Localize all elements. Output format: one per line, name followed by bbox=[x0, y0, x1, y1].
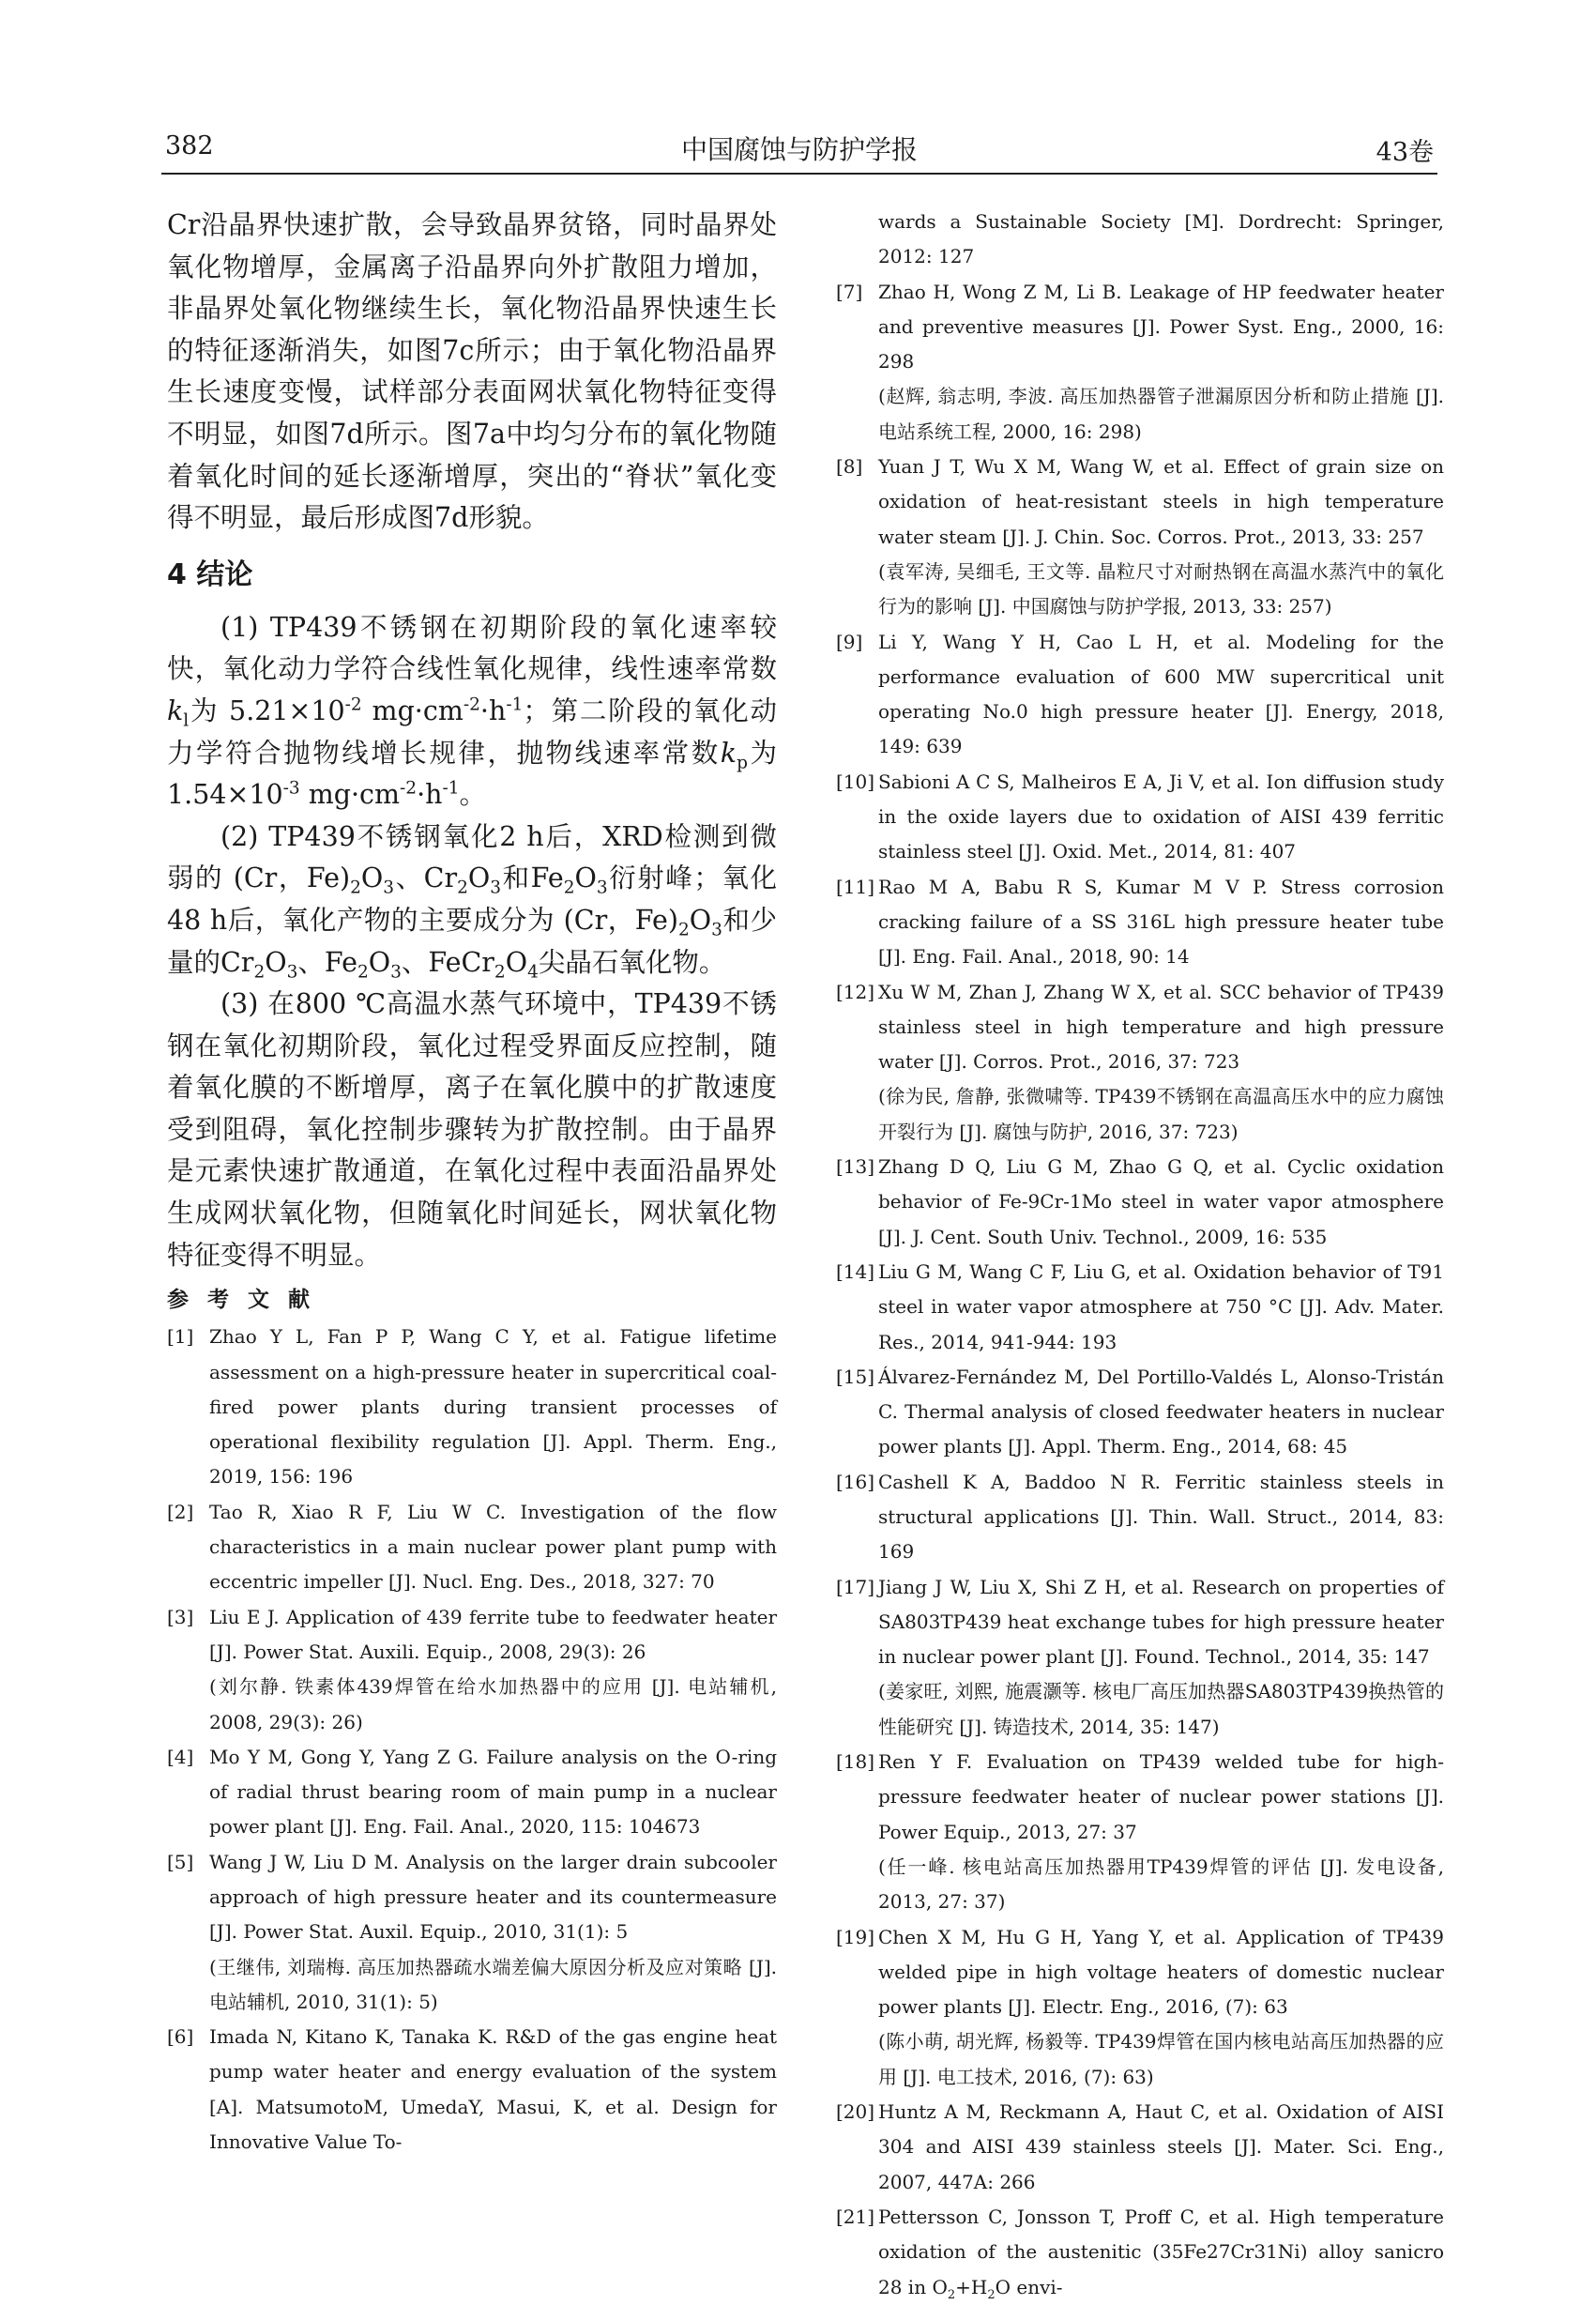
reference-item: [1] Zhao Y L, Fan P P, Wang C Y, et al. Fatigue lifetime assessment on a high-pressure heater in supercritical coal-fired power plants during transient processes of operational flexibility regulation [J]. Appl. Therm. Eng., 2019, 156: 196 bbox=[167, 1325, 777, 1488]
reference-list-right bbox=[836, 275, 1444, 2305]
reference-item: [6] Imada N, Kitano K, Tanaka K. R&D of the gas engine heat pump water heater and energy evaluation of the system [A]. MatsumotoM, UmedaY, Masui, K, et al. Design for Innovative Value To- bbox=[167, 2025, 777, 2154]
page-header bbox=[161, 128, 1437, 175]
right-column bbox=[836, 205, 1444, 2305]
reference-item: [14] Liu G M, Wang C F, Liu G, et al. Oxidation behavior of T91 steel in water vapor atmosphere at 750 °C [J]. Adv. Mater. Res., 2014, 941-944: 193 bbox=[836, 1259, 1444, 1353]
reference-item: [4] Mo Y M, Gong Y, Yang Z G. Failure analysis on the O-ring of radial thrust bearing room of main pump in a nuclear power plant [J]. Eng. Fail. Anal., 2020, 115: 104673 bbox=[167, 1745, 777, 1839]
reference-item: [2] Tao R, Xiao R F, Liu W C. Investigation of the flow characteristics in a main nuclear power plant pump with eccentric impeller [J]. Nucl. Eng. Des., 2018, 327: 70 bbox=[167, 1500, 777, 1594]
reference-continuation: wards a Sustainable Society [M]. Dordrecht: Springer, 2012: 127 bbox=[878, 210, 1444, 268]
volume-label: 43卷 bbox=[1376, 138, 1434, 167]
reference-item: [18] Ren Y F. Evaluation on TP439 welded tube for high-pressure feedwater heater of nuclear power stations [J]. Power Equip., 2013, 27: 37 (任一峰. 核电站高压加热器用TP439焊管的评估 [J]. 发电设备, 2013, 27: 37) bbox=[836, 1750, 1444, 1914]
conclusion-2: (2) TP439不锈钢氧化2 h后，XRD检测到微弱的 (Cr，$Fe)_2O_3$、$Cr_2O_3$和$Fe_2O_3$衍射峰；氧化48 h后，氧化产物的主要成分为 (Cr，$Fe)_2O_3$和少量的$Cr_2O_3$、$Fe_2O_3$、$FeCr_2O_4$尖晶石氧化物。 bbox=[167, 820, 777, 983]
reference-item: [20] Huntz A M, Reckmann A, Haut C, et al. Oxidation of AISI 304 and AISI 439 stainless steels [J]. Mater. Sci. Eng., 2007, 447A: 266 bbox=[836, 2100, 1444, 2193]
page-number: 382 bbox=[165, 131, 214, 160]
left-column bbox=[167, 205, 777, 2160]
reference-item: [19] Chen X M, Hu G H, Yang Y, et al. Application of TP439 welded pipe in high voltage heaters of domestic nuclear power plants [J]. Electr. Eng., 2016, (7): 63 (陈小萌, 胡光辉, 杨毅等. TP439焊管在国内核电站高压加热器的应用 [J]. 电工技术, 2016, (7): 63) bbox=[836, 1925, 1444, 2088]
reference-item: [13] Zhang D Q, Liu G M, Zhao G Q, et al. Cyclic oxidation behavior of Fe-9Cr-1Mo steel in water vapor atmosphere [J]. J. Cent. South Univ. Technol., 2009, 16: 535 bbox=[836, 1155, 1444, 1248]
conclusion-1: (1) TP439不锈钢在初期阶段的氧化速率较快，氧化动力学符合线性氧化规律，线性速率常数$k_l$为 $5.21\times 10^{-2}$ $mg\cdot cm^{-2}\cdot h^{-1}$；第二阶段的氧化动力学符合抛物线增长规律，抛物线速率常数$k_p$为$1.54\times 10^{-3}$ $mg\cdot cm^{-2}\cdot h^{-1}$。 bbox=[167, 611, 777, 811]
body-paragraph: Cr沿晶界快速扩散，会导致晶界贫铬，同时晶界处氧化物增厚，金属离子沿晶界向外扩散阻力增加，非晶界处氧化物继续生长，氧化物沿晶界快速生长的特征逐渐消失，如图7c所示；由于氧化物沿晶界生长速度变慢，试样部分表面网状氧化物特征变得不明显，如图7d所示。图7a中均匀分布的氧化物随着氧化时间的延长逐渐增厚，突出的“脊状”氧化变得不明显，最后形成图7d形貌。 bbox=[167, 209, 777, 534]
reference-item: [7] Zhao H, Wong Z M, Li B. Leakage of HP feedwater heater and preventive measures [J]. Power Syst. Eng., 2000, 16: 298 (赵辉, 翁志明, 李波. 高压加热器管子泄漏原因分析和防止措施 [J]. 电站系统工程, 2000, 16: 298) bbox=[836, 280, 1444, 443]
journal-title: 中国腐蚀与防护学报 bbox=[680, 134, 918, 165]
reference-item: [15] Álvarez-Fernández M, Del Portillo-Valdés L, Alonso-Tristán C. Thermal analysis of closed feedwater heaters in nuclear power plants [J]. Appl. Therm. Eng., 2014, 68: 45 bbox=[836, 1365, 1444, 1458]
reference-item: [17] Jiang J W, Liu X, Shi Z H, et al. Research on properties of SA803TP439 heat exchange tubes for high pressure heater in nuclear power plant [J]. Found. Technol., 2014, 35: 147 (姜家旺, 刘熙, 施震灏等. 核电厂高压加热器SA803TP439换热管的性能研究 [J]. 铸造技术, 2014, 35: 147) bbox=[836, 1575, 1444, 1738]
reference-list-left bbox=[167, 1320, 777, 2160]
reference-item: [16] Cashell K A, Baddoo N R. Ferritic stainless steels in structural applications [J]. Thin. Wall. Struct., 2014, 83: 169 bbox=[836, 1470, 1444, 1564]
reference-item: [12] Xu W M, Zhan J, Zhang W X, et al. SCC behavior of TP439 stainless steel in high temperature and high pressure water [J]. Corros. Prot., 2016, 37: 723 (徐为民, 詹静, 张微啸等. TP439不锈钢在高温高压水中的应力腐蚀开裂行为 [J]. 腐蚀与防护, 2016, 37: 723) bbox=[836, 980, 1444, 1143]
reference-item: [21] Pettersson C, Jonsson T, Proff C, et al. High temperature oxidation of the austenitic (35Fe27Cr31Ni) alloy sanicro 28 in $O_2+H_2O$ envi- bbox=[836, 2205, 1444, 2302]
reference-item: [3] Liu E J. Application of 439 ferrite tube to feedwater heater [J]. Power Stat. Auxili. Equip., 2008, 29(3): 26 (刘尔静. 铁素体439焊管在给水加热器中的应用 [J]. 电站辅机, 2008, 29(3): 26) bbox=[167, 1605, 777, 1733]
references-title: 参 考 文 献 bbox=[167, 1288, 316, 1313]
reference-item: [9] Li Y, Wang Y H, Cao L H, et al. Modeling for the performance evaluation of 600 MW supercritical unit operating No.0 high pressure heater [J]. Energy, 2018, 149: 639 bbox=[836, 630, 1444, 758]
reference-item: [10] Sabioni A C S, Malheiros E A, Ji V, et al. Ion diffusion study in the oxide layers due to oxidation of AISI 439 ferritic stainless steel [J]. Oxid. Met., 2014, 81: 407 bbox=[836, 770, 1444, 863]
reference-item: [8] Yuan J T, Wu X M, Wang W, et al. Effect of grain size on oxidation of heat-resistant steels in high temperature water steam [J]. J. Chin. Soc. Corros. Prot., 2013, 33: 257 (袁军涛, 吴细毛, 王文等. 晶粒尺寸对耐热钢在高温水蒸汽中的氧化行为的影响 [J]. 中国腐蚀与防护学报, 2013, 33: 257) bbox=[836, 455, 1444, 618]
reference-item: [11] Rao M A, Babu R S, Kumar M V P. Stress corrosion cracking failure of a SS 316L high pressure heater tube [J]. Eng. Fail. Anal., 2018, 90: 14 bbox=[836, 875, 1444, 969]
reference-item: [5] Wang J W, Liu D M. Analysis on the larger drain subcooler approach of high pressure heater and its countermeasure [J]. Power Stat. Auxil. Equip., 2010, 31(1): 5 (王继伟, 刘瑞梅. 高压加热器疏水端差偏大原因分析及应对策略 [J]. 电站辅机, 2010, 31(1): 5) bbox=[167, 1850, 777, 2013]
conclusion-3: (3) 在800 ℃高温水蒸气环境中，TP439不锈钢在氧化初期阶段，氧化过程受界面反应控制，随着氧化膜的不断增厚，离子在氧化膜中的扩散速度受到阻碍，氧化控制步骤转为扩散控制。由于晶界是元素快速扩散通道，在氧化过程中表面沿晶界处生成网状氧化物，但随氧化时间延长，网状氧化物特征变得不明显。 bbox=[167, 988, 777, 1271]
section-title-conclusion: 4 结论 bbox=[167, 557, 253, 591]
